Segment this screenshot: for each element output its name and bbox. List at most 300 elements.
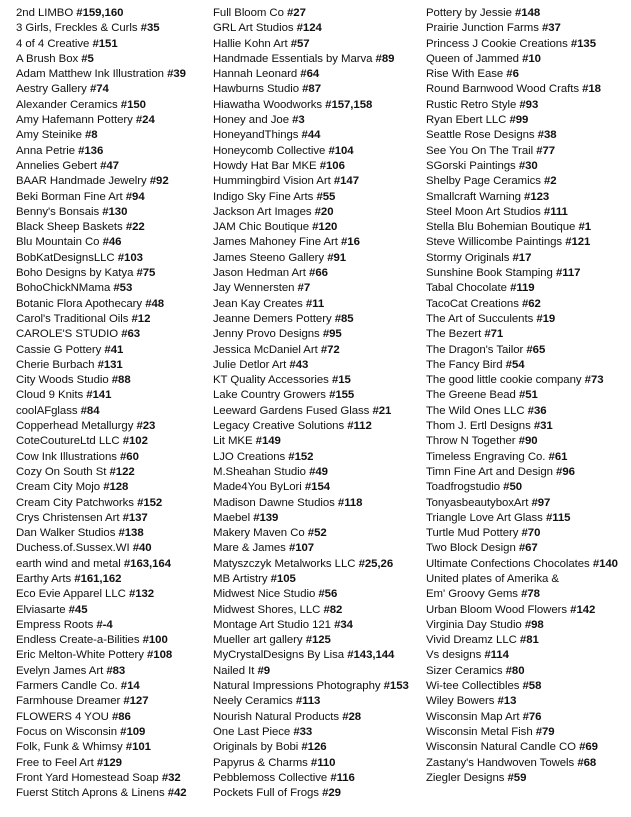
vendor-name: Ultimate Confections Chocolates (426, 557, 590, 570)
booth-number: #3 (292, 114, 305, 127)
vendor-name: James Mahoney Fine Art (213, 236, 338, 249)
vendor-entry (213, 633, 421, 648)
booth-number: #20 (314, 205, 334, 218)
vendor-entry (213, 786, 421, 801)
vendor-entry (16, 205, 208, 220)
vendor-entry (213, 6, 421, 21)
vendor-entry (213, 37, 421, 52)
vendor-entry (213, 496, 421, 511)
vendor-name: Em' Groovy Gems (426, 588, 518, 601)
booth-number: #75 (136, 267, 156, 280)
booth-number: #49 (309, 465, 328, 478)
vendor-name: JAM Chic Boutique (213, 221, 310, 234)
booth-number: #58 (522, 680, 542, 693)
booth-number: #-4 (96, 618, 113, 631)
vendor-entry (213, 235, 421, 250)
vendor-entry (213, 343, 421, 358)
vendor-name: CAROLE'S STUDIO (16, 328, 119, 341)
vendor-entry (213, 587, 421, 602)
vendor-name: Elviasarte (16, 603, 66, 616)
vendor-name: Steve Willicombe Paintings (426, 236, 563, 249)
vendor-entry (426, 480, 631, 495)
vendor-entry (426, 725, 631, 740)
vendor-entry (426, 174, 631, 189)
vendor-entry (16, 281, 208, 296)
vendor-name: CoteCoutureLtd LLC (16, 435, 120, 448)
vendor-name: Wisconsin Map Art (426, 710, 520, 723)
vendor-name: Smallcraft Warning (426, 190, 521, 203)
vendor-name: LJO Creations (213, 450, 286, 463)
vendor-entry (213, 144, 421, 159)
vendor-name: The Dragon's Tailor (426, 343, 524, 356)
booth-number: #12 (131, 312, 151, 325)
vendor-name: Two Block Design (426, 542, 516, 555)
booth-number: #90 (518, 435, 538, 448)
vendor-entry (16, 297, 208, 312)
vendor-name: Shelby Page Ceramics (426, 175, 541, 188)
booth-number: #139 (253, 511, 279, 524)
vendor-name: Neely Ceramics (213, 695, 293, 708)
vendor-name: Steel Moon Art Studios (426, 205, 541, 218)
vendor-name: Black Sheep Baskets (16, 221, 123, 234)
booth-number: #15 (331, 374, 351, 387)
vendor-name: BobKatDesignsLLC (16, 251, 115, 264)
vendor-entry (213, 648, 421, 663)
vendor-entry (16, 618, 208, 633)
booth-number: #34 (334, 618, 353, 631)
vendor-entry (426, 404, 631, 419)
vendor-name: Tabal Chocolate (426, 282, 507, 295)
vendor-entry (426, 67, 631, 82)
vendor-entry (16, 190, 208, 205)
vendor-entry (16, 434, 208, 449)
booth-number: #93 (519, 98, 539, 111)
vendor-entry (213, 725, 421, 740)
vendor-name: Cream City Mojo (16, 481, 101, 494)
vendor-name: Montage Art Studio 121 (213, 618, 331, 631)
vendor-entry (426, 159, 631, 174)
booth-number: #150 (120, 98, 146, 111)
booth-number: #42 (167, 787, 187, 800)
booth-number: #13 (497, 695, 517, 708)
booth-number: #157,158 (325, 98, 373, 111)
vendor-name: Turtle Mud Pottery (426, 527, 519, 540)
vendor-entry (16, 526, 208, 541)
vendor-entry (426, 679, 631, 694)
vendor-entry (426, 343, 631, 358)
vendor-name: 3 Girls, Freckles & Curls (16, 22, 138, 35)
booth-number: #124 (296, 22, 322, 35)
vendor-column-2 (213, 6, 421, 801)
vendor-name: Hannah Leonard (213, 68, 298, 81)
vendor-entry (426, 190, 631, 205)
vendor-name: One Last Piece (213, 725, 291, 738)
vendor-entry (213, 113, 421, 128)
booth-number: #108 (147, 649, 173, 662)
vendor-entry (426, 434, 631, 449)
booth-number: #116 (330, 771, 355, 784)
vendor-name: Boho Designs by Katya (16, 267, 134, 280)
booth-number: #121 (565, 236, 591, 249)
vendor-name: coolAFglass (16, 404, 78, 417)
booth-number: #35 (140, 22, 160, 35)
vendor-entry (213, 450, 421, 465)
booth-number: #74 (89, 83, 109, 96)
booth-number: #57 (290, 37, 310, 50)
vendor-entry (213, 297, 421, 312)
vendor-entry (16, 557, 208, 572)
vendor-entry (426, 373, 631, 388)
vendor-name: The Fancy Bird (426, 358, 503, 371)
vendor-name: Nourish Natural Products (213, 710, 340, 723)
vendor-entry (16, 174, 208, 189)
vendor-name: See You On The Trail (426, 144, 534, 157)
vendor-entry (213, 756, 421, 771)
vendor-entry (16, 786, 208, 801)
vendor-entry (213, 327, 421, 342)
vendor-name: Folk, Funk & Whimsy (16, 741, 123, 754)
vendor-entry (426, 526, 631, 541)
vendor-entry (16, 343, 208, 358)
vendor-entry (16, 358, 208, 373)
vendor-entry (426, 297, 631, 312)
vendor-name: Cassie G Pottery (16, 343, 102, 356)
vendor-entry (16, 144, 208, 159)
booth-number: #125 (305, 634, 331, 647)
booth-number: #130 (102, 205, 128, 218)
booth-number: #73 (584, 374, 604, 387)
vendor-entry (213, 159, 421, 174)
booth-number: #107 (288, 542, 315, 555)
vendor-entry (426, 618, 631, 633)
vendor-name: Zastany's Handwoven Towels (426, 756, 575, 769)
booth-number: #117 (555, 267, 581, 280)
vendor-name: Queen of Jammed (426, 52, 519, 65)
vendor-name: Carol's Traditional Oils (16, 312, 129, 325)
vendor-name: TonyasbeautyboxArt (426, 496, 529, 509)
vendor-name: City Woods Studio (16, 374, 109, 387)
vendor-entry (213, 373, 421, 388)
booth-number: #71 (484, 328, 504, 341)
vendor-entry (426, 756, 631, 771)
vendor-name: Honeycomb Collective (213, 144, 326, 157)
vendor-name: Indigo Sky Fine Arts (213, 190, 314, 203)
booth-number: #67 (518, 542, 538, 555)
vendor-name: BAAR Handmade Jewelry (16, 175, 147, 188)
booth-number: #122 (109, 465, 135, 478)
booth-number: #22 (125, 221, 145, 234)
vendor-name: Jason Hedman Art (213, 267, 306, 280)
booth-number: #148 (515, 7, 541, 19)
vendor-entry (16, 98, 208, 113)
vendor-name: Papyrus & Charms (213, 756, 308, 769)
vendor-name: Pockets Full of Frogs (213, 787, 319, 800)
vendor-name: Princess J Cookie Creations (426, 37, 568, 50)
vendor-name: Aestry Gallery (16, 83, 87, 96)
vendor-name: Midwest Shores, LLC (213, 603, 321, 616)
vendor-name: Rise With Ease (426, 68, 504, 81)
booth-number: #123 (524, 190, 550, 203)
vendor-entry (213, 679, 421, 694)
vendor-entry (16, 633, 208, 648)
booth-number: #152 (288, 450, 314, 463)
vendor-entry (16, 541, 208, 556)
booth-number: #2 (543, 175, 557, 188)
booth-number: #14 (120, 680, 140, 693)
vendor-name: Fuerst Stitch Aprons & Linens (16, 787, 165, 800)
booth-number: #8 (85, 129, 98, 142)
vendor-entry (213, 404, 421, 419)
booth-number: #39 (167, 68, 186, 81)
vendor-column-3 (426, 6, 631, 786)
vendor-entry (426, 52, 631, 67)
vendor-entry (213, 205, 421, 220)
vendor-name: Hawburns Studio (213, 83, 299, 96)
vendor-entry (213, 771, 421, 786)
booth-number: #110 (310, 756, 336, 769)
vendor-name: Empress Roots (16, 618, 94, 631)
vendor-entry (426, 694, 631, 709)
booth-number: #76 (522, 710, 542, 723)
vendor-entry (213, 526, 421, 541)
booth-number: #23 (136, 420, 156, 433)
booth-number: #62 (521, 297, 541, 310)
booth-number: #94 (125, 190, 145, 203)
vendor-entry (16, 235, 208, 250)
booth-number: #86 (111, 710, 131, 723)
booth-number: #163,164 (123, 557, 171, 570)
vendor-name: Benny's Bonsais (16, 205, 100, 218)
booth-number: #151 (92, 37, 118, 50)
booth-number: #92 (149, 175, 169, 188)
vendor-entry (213, 434, 421, 449)
booth-number: #88 (111, 374, 131, 387)
booth-number: #65 (526, 343, 546, 356)
vendor-name: Front Yard Homestead Soap (16, 771, 159, 784)
booth-number: #83 (106, 664, 126, 677)
booth-number: #6 (506, 68, 519, 81)
booth-number: #59 (507, 771, 527, 784)
booth-number: #5 (81, 52, 94, 65)
vendor-name: Amy Steinike (16, 129, 82, 142)
vendor-name: Mueller art gallery (213, 634, 303, 647)
booth-number: #100 (142, 634, 168, 647)
vendor-entry (426, 648, 631, 663)
vendor-name: TacoCat Creations (426, 297, 519, 310)
vendor-name: A Brush Box (16, 52, 79, 65)
vendor-entry (426, 358, 631, 373)
vendor-entry (213, 511, 421, 526)
vendor-name: Cherie Burbach (16, 358, 95, 371)
vendor-entry (16, 572, 208, 587)
vendor-entry (213, 465, 421, 480)
vendor-name: Cow Ink Illustrations (16, 450, 117, 463)
booth-number: #142 (570, 603, 596, 616)
booth-number: #115 (545, 511, 571, 524)
booth-number: #56 (318, 588, 338, 601)
vendor-entry (16, 419, 208, 434)
vendor-entry (213, 541, 421, 556)
vendor-entry (213, 266, 421, 281)
vendor-entry (213, 190, 421, 205)
vendor-name: Earthy Arts (16, 572, 72, 585)
booth-number: #69 (579, 741, 598, 754)
vendor-name: Endless Create-a-Bilities (16, 634, 140, 647)
vendor-name: Farmers Candle Co. (16, 680, 118, 693)
vendor-name: Cozy On South St (16, 465, 107, 478)
vendor-entry (16, 159, 208, 174)
booth-number: #60 (120, 450, 139, 463)
vendor-entry (16, 21, 208, 36)
booth-number: #36 (527, 404, 547, 417)
vendor-entry (16, 694, 208, 709)
vendor-name: Toadfrogstudio (426, 481, 501, 494)
vendor-name: Stella Blu Bohemian Boutique (426, 221, 576, 234)
booth-number: #140 (592, 557, 618, 570)
vendor-entry (213, 312, 421, 327)
vendor-column-1 (16, 6, 208, 801)
booth-number: #159,160 (76, 7, 124, 19)
vendor-entry (213, 67, 421, 82)
vendor-entry (16, 52, 208, 67)
vendor-name: Wisconsin Natural Candle CO (426, 741, 576, 754)
booth-number: #32 (161, 771, 181, 784)
booth-number: #16 (341, 236, 360, 249)
booth-number: #25,26 (358, 557, 394, 570)
booth-number: #80 (505, 664, 525, 677)
vendor-entry (426, 235, 631, 250)
vendor-name: Cream City Patchworks (16, 496, 134, 509)
vendor-entry (426, 220, 631, 235)
booth-number: #119 (510, 282, 535, 295)
booth-number: #127 (123, 695, 149, 708)
vendor-entry (16, 648, 208, 663)
booth-number: #10 (522, 52, 541, 65)
vendor-entry (213, 388, 421, 403)
booth-number: #21 (372, 404, 392, 417)
booth-number: #154 (304, 481, 331, 494)
booth-number: #51 (518, 389, 538, 402)
booth-number: #52 (307, 527, 327, 540)
booth-number: #30 (518, 159, 538, 172)
vendor-entry (426, 6, 631, 21)
vendor-entry (16, 740, 208, 755)
vendor-entry (16, 327, 208, 342)
vendor-name: Pottery by Jessie (426, 7, 512, 19)
vendor-entry (426, 450, 631, 465)
booth-number: #27 (287, 7, 306, 19)
booth-number: #78 (521, 588, 540, 601)
vendor-entry (426, 633, 631, 648)
booth-number: #64 (300, 68, 320, 81)
vendor-name: Midwest Nice Studio (213, 588, 316, 601)
vendor-name: Sunshine Book Stamping (426, 267, 553, 280)
vendor-name: James Steeno Gallery (213, 251, 325, 264)
vendor-name: Julie Detlor Art (213, 358, 287, 371)
vendor-name: Focus on Wisconsin (16, 725, 118, 738)
vendor-name: Botanic Flora Apothecary (16, 297, 143, 310)
vendor-entry (213, 710, 421, 725)
vendor-name: GRL Art Studios (213, 22, 294, 35)
vendor-entry (16, 664, 208, 679)
vendor-entry (16, 37, 208, 52)
booth-number: #136 (78, 144, 104, 157)
vendor-name: Sizer Ceramics (426, 664, 503, 677)
booth-number: #28 (342, 710, 362, 723)
booth-number: #120 (312, 221, 338, 234)
vendor-entry (426, 205, 631, 220)
vendor-entry (16, 220, 208, 235)
vendor-name: The Wild Ones LLC (426, 404, 525, 417)
vendor-entry (213, 603, 421, 618)
vendor-entry (16, 82, 208, 97)
vendor-name: Adam Matthew Ink Illustration (16, 68, 164, 81)
vendor-name: The Greene Bead (426, 389, 516, 402)
vendor-entry (213, 557, 421, 572)
vendor-name: MB Artistry (213, 572, 268, 585)
vendor-name: Eco Evie Apparel LLC (16, 588, 126, 601)
vendor-name: Seattle Rose Designs (426, 129, 535, 142)
vendor-entry (16, 710, 208, 725)
vendor-entry (213, 740, 421, 755)
vendor-name: Leeward Gardens Fused Glass (213, 404, 370, 417)
vendor-entry (213, 82, 421, 97)
vendor-entry (16, 67, 208, 82)
vendor-name: Made4You ByLori (213, 481, 302, 494)
booth-number: #118 (337, 496, 363, 509)
vendor-name: Stormy Originals (426, 251, 510, 264)
booth-number: #132 (128, 588, 155, 601)
booth-number: #102 (122, 435, 148, 448)
vendor-name: Rustic Retro Style (426, 98, 517, 111)
booth-number: #112 (347, 420, 372, 433)
vendor-name: Handmade Essentials by Marva (213, 52, 373, 65)
booth-number: #66 (309, 267, 328, 280)
vendor-entry (426, 465, 631, 480)
vendor-entry (426, 572, 631, 587)
vendor-entry (426, 587, 631, 602)
vendor-entry (426, 98, 631, 113)
vendor-entry (16, 312, 208, 327)
vendor-entry (213, 52, 421, 67)
vendor-entry (426, 251, 631, 266)
vendor-entry (16, 496, 208, 511)
vendor-entry (213, 358, 421, 373)
vendor-entry (426, 327, 631, 342)
vendor-name: earth wind and metal (16, 557, 121, 570)
vendor-entry (426, 541, 631, 556)
vendor-entry (213, 98, 421, 113)
vendor-entry (426, 511, 631, 526)
vendor-entry (426, 419, 631, 434)
vendor-name: 4 of 4 Creative (16, 37, 90, 50)
booth-number: #40 (132, 542, 152, 555)
vendor-entry (16, 128, 208, 143)
booth-number: #96 (556, 465, 575, 478)
vendor-entry (426, 664, 631, 679)
vendor-entry (16, 771, 208, 786)
vendor-entry (213, 419, 421, 434)
booth-number: #141 (86, 389, 112, 402)
booth-number: #31 (533, 420, 553, 433)
vendor-name: Ryan Ebert LLC (426, 114, 507, 127)
vendor-name: Urban Bloom Wood Flowers (426, 603, 568, 616)
vendor-name: United plates of Amerika & (426, 572, 559, 585)
booth-number: #128 (103, 481, 129, 494)
vendor-name: Jean Kay Creates (213, 297, 303, 310)
vendor-entry (16, 679, 208, 694)
vendor-entry (16, 373, 208, 388)
